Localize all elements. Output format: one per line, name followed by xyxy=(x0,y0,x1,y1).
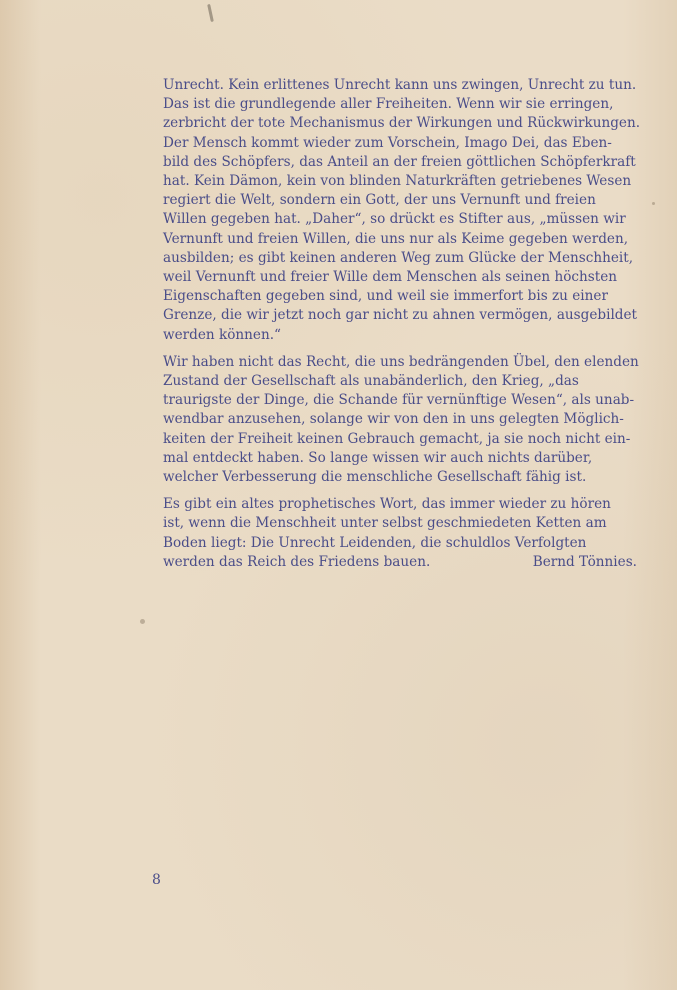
text-line: Zustand der Gesellschaft als unabänderlich, den Krieg, „das xyxy=(163,373,579,390)
author-signature: Bernd Tönnies. xyxy=(532,553,637,570)
text-line: bild des Schöpfers, das Anteil an der freien göttlichen Schöpferkraft xyxy=(163,153,636,170)
text-line: Es gibt ein altes prophetisches Wort, das immer wieder zu hören xyxy=(163,496,611,513)
text-line: Boden liegt: Die Unrecht Leidenden, die schuldlos Verfolgten xyxy=(163,534,587,551)
text-line: Wir haben nicht das Recht, die uns bedrängenden Übel, den elenden xyxy=(163,353,639,370)
page-number: 8 xyxy=(152,872,161,888)
paragraph-2 xyxy=(163,353,637,487)
text-line: weil Vernunft und freier Wille dem Menschen als seinen höchsten xyxy=(163,269,618,286)
text-line: werden können.“ xyxy=(163,326,282,343)
text-line: Der Mensch kommt wieder zum Vorschein, Imago Dei, das Eben- xyxy=(163,134,612,151)
text-line: zerbricht der tote Mechanismus der Wirkungen und Rückwirkungen. xyxy=(163,115,641,132)
article-text xyxy=(163,76,641,580)
text-line: traurigste der Dinge, die Schande für vernünftige Wesen“, als unab- xyxy=(163,392,635,409)
text-line: mal entdeckt haben. So lange wissen wir auch nichts darüber, xyxy=(163,449,593,466)
text-line: wendbar anzusehen, solange wir von den in uns gelegten Möglich- xyxy=(163,411,624,428)
paper-speck xyxy=(652,202,655,205)
text-line: ausbilden; es gibt keinen anderen Weg zum Glücke der Menschheit, xyxy=(163,249,634,266)
final-line xyxy=(163,553,637,572)
text-line: Willen gegeben hat. „Daher“, so drückt es Stifter aus, „müssen wir xyxy=(163,211,626,228)
text-line: Eigenschaften gegeben sind, und weil sie immerfort bis zu einer xyxy=(163,288,608,305)
text-line: Das ist die grundlegende aller Freiheiten. Wenn wir sie erringen, xyxy=(163,96,614,113)
ink-mark xyxy=(207,4,214,22)
text-line: Vernunft und freien Willen, die uns nur als Keime gegeben werden, xyxy=(163,230,629,247)
paper-speck xyxy=(140,619,145,624)
text-line: Unrecht. Kein erlittenes Unrecht kann uns zwingen, Unrecht zu tun. xyxy=(163,77,637,93)
text-line: hat. Kein Dämon, kein von blinden Naturkräften getriebenes Wesen xyxy=(163,173,632,190)
text-line: regiert die Welt, sondern ein Gott, der uns Vernunft und freien xyxy=(163,192,596,209)
paragraph-3 xyxy=(163,495,637,572)
text-line: welcher Verbesserung die menschliche Gesellschaft fähig ist. xyxy=(163,469,587,486)
text-line: Grenze, die wir jetzt noch gar nicht zu ahnen vermögen, ausgebildet xyxy=(163,307,638,324)
text-line: ist, wenn die Menschheit unter selbst geschmiedeten Ketten am xyxy=(163,515,607,532)
text-line: werden das Reich des Friedens bauen. xyxy=(163,553,431,570)
paragraph-1 xyxy=(163,76,641,345)
text-line: keiten der Freiheit keinen Gebrauch gemacht, ja sie noch nicht ein- xyxy=(163,430,631,447)
